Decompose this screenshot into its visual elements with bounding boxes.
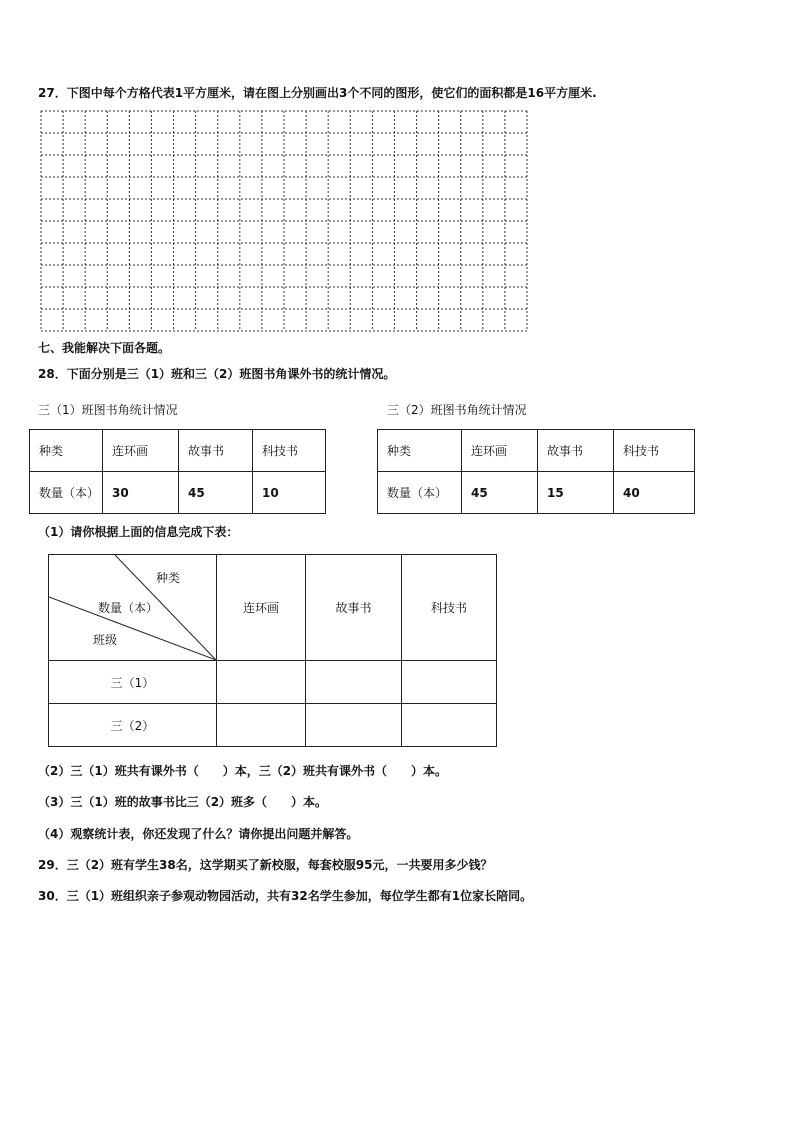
- table1-title: 三（1）班图书角统计情况: [38, 403, 178, 417]
- table-cell: 数量（本）: [378, 472, 462, 514]
- class1-stat-table: [29, 429, 326, 514]
- q28-sub3: （3）三（1）班的故事书比三（2）班多（ ）本。: [38, 795, 328, 809]
- q28-text: 28．下面分别是三（1）班和三（2）班图书角课外书的统计情况。: [38, 367, 396, 381]
- table-header-cell: 种类: [378, 430, 462, 472]
- table-row: [378, 472, 695, 514]
- table-header-cell: 种类: [30, 430, 103, 472]
- table-cell: 30: [103, 472, 179, 514]
- table-cell: 45: [179, 472, 253, 514]
- blank-answer-cell[interactable]: [402, 661, 497, 704]
- square-grid: [40, 110, 528, 332]
- q28-sub2: （2）三（1）班共有课外书（ ）本，三（2）班共有课外书（ ）本。: [38, 764, 448, 778]
- blank-answer-cell[interactable]: [217, 704, 306, 747]
- table-cell: 45: [462, 472, 538, 514]
- table-header-cell: 连环画: [462, 430, 538, 472]
- table-row: [49, 704, 497, 747]
- table-row: [49, 661, 497, 704]
- blank-answer-cell[interactable]: [306, 661, 402, 704]
- table-row: [30, 472, 326, 514]
- q30-text: 30．三（1）班组织亲子参观动物园活动，共有32名学生参加，每位学生都有1位家长陪同。: [38, 889, 533, 903]
- column-header: 连环画: [217, 555, 306, 661]
- q29-text: 29．三（2）班有学生38名，这学期买了新校服，每套校服95元，一共要用多少钱？: [38, 858, 493, 872]
- table-row: [30, 430, 326, 472]
- q27-text: 27．下图中每个方格代表1平方厘米，请在图上分别画出3个不同的图形，使它们的面积都是16平方厘米.: [38, 86, 597, 100]
- table-header-cell: 科技书: [614, 430, 695, 472]
- table-cell: 数量（本）: [30, 472, 103, 514]
- row-header: 三（1）: [49, 661, 217, 704]
- blank-answer-cell[interactable]: [306, 704, 402, 747]
- table-cell: 40: [614, 472, 695, 514]
- table-row: [378, 430, 695, 472]
- diagonal-header-cell: [49, 555, 217, 661]
- column-header: 故事书: [306, 555, 402, 661]
- table-row: [49, 555, 497, 661]
- corner-label-middle: 数量（本）: [98, 601, 159, 615]
- blank-answer-cell[interactable]: [402, 704, 497, 747]
- table-header-cell: 连环画: [103, 430, 179, 472]
- table2-title: 三（2）班图书角统计情况: [387, 403, 527, 417]
- table-cell: 15: [538, 472, 614, 514]
- table-header-cell: 故事书: [179, 430, 253, 472]
- section-7-title: 七、我能解决下面各题。: [38, 341, 171, 355]
- column-header: 科技书: [402, 555, 497, 661]
- row-header: 三（2）: [49, 704, 217, 747]
- class2-stat-table: [377, 429, 695, 514]
- table-cell: 10: [253, 472, 326, 514]
- corner-label-bottom: 班级: [93, 633, 118, 647]
- fill-in-table: [48, 554, 497, 747]
- blank-answer-cell[interactable]: [217, 661, 306, 704]
- corner-label-top: 种类: [156, 571, 181, 585]
- table-header-cell: 故事书: [538, 430, 614, 472]
- table-header-cell: 科技书: [253, 430, 326, 472]
- q28-sub4: （4）观察统计表，你还发现了什么？请你提出问题并解答。: [38, 827, 359, 841]
- q28-sub1: （1）请你根据上面的信息完成下表：: [38, 525, 239, 539]
